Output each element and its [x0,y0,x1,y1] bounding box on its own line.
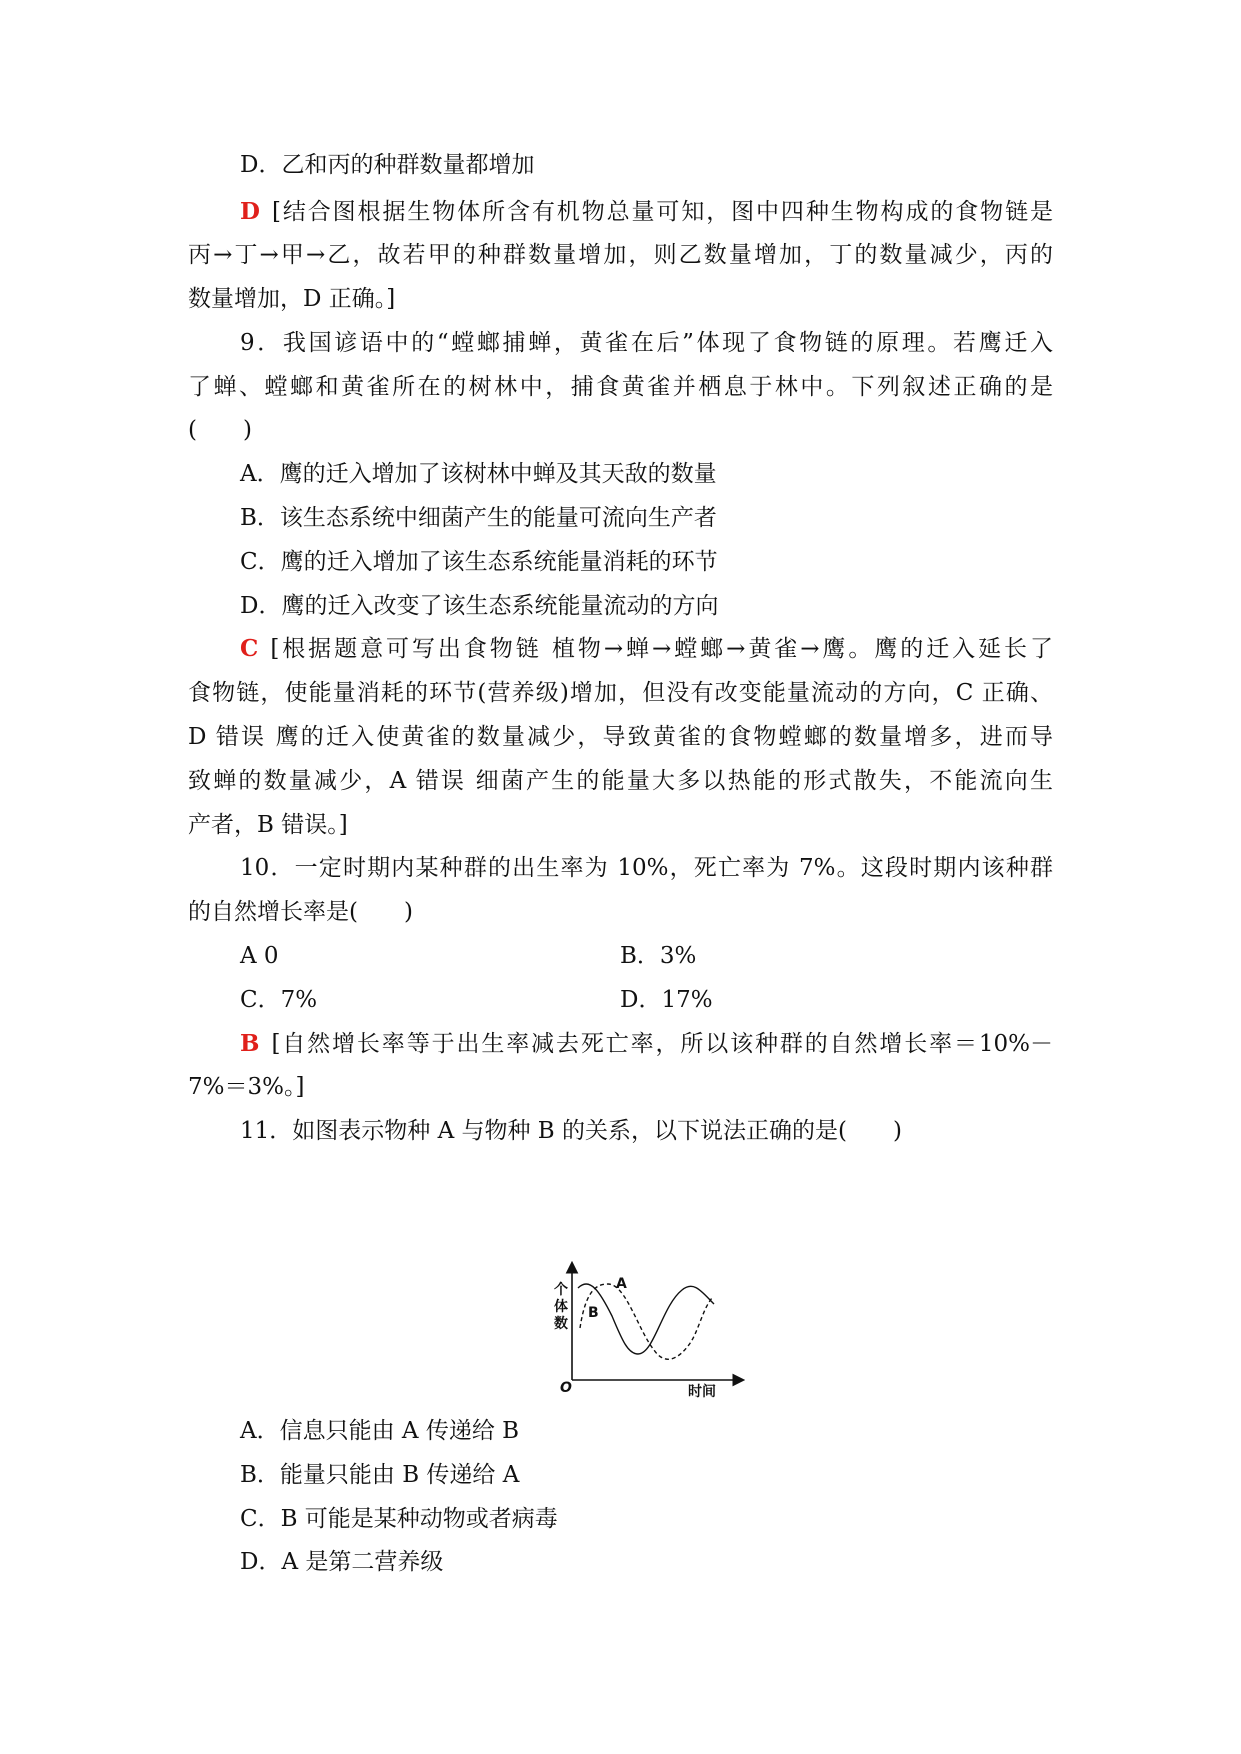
q10-option-b: B．3% [620,943,697,969]
species-relationship-figure [550,1258,750,1398]
q9-option-b: B．该生态系统中细菌产生的能量可流向生产者 [240,505,717,531]
q9-stem-line: 9．我国谚语中的“螳螂捕蝉，黄雀在后”体现了食物链的原理。若鹰迁入 [240,330,1053,356]
q8-option-d: D．乙和丙的种群数量都增加 [240,152,535,178]
q9-option-a: A．鹰的迁入增加了该树林中蝉及其天敌的数量 [240,461,717,487]
q8-answer-line: 数量增加，D 正确。] [188,286,396,312]
y-axis-label-2: 体 [554,1299,568,1315]
q10-answer-line: B [自然增长率等于出生率减去死亡率，所以该种群的自然增长率＝10%－ [240,1030,1053,1057]
q10-option-c: C．7% [240,987,318,1013]
q10-answer-letter: B [240,1030,260,1057]
q10-options-row [240,985,1105,1015]
q9-answer-line: 致蝉的数量减少，A 错误 细菌产生的能量大多以热能的形式散失，不能流向生 [188,768,1053,794]
q10-answer-line: 7%＝3%。] [188,1074,305,1100]
q9-option-d: D．鹰的迁入改变了该生态系统能量流动的方向 [240,593,719,619]
q9-answer-line: 产者，B 错误。] [188,812,348,838]
origin-label: O [560,1380,572,1396]
q9-stem-line: ( ) [188,417,252,443]
q10-options-row [240,941,1105,971]
q10-option-d: D．17% [620,987,713,1013]
q9-stem-line: 了蝉、螳螂和黄雀所在的树林中，捕食黄雀并栖息于林中。下列叙述正确的是 [188,374,1053,400]
q9-option-c: C．鹰的迁入增加了该生态系统能量消耗的环节 [240,549,718,575]
q11-option-d: D．A 是第二营养级 [240,1549,444,1575]
q9-answer-line: C [根据题意可写出食物链 植物→蝉→螳螂→黄雀→鹰。鹰的迁入延长了 [240,635,1053,662]
q8-answer-line: 丙→丁→甲→乙，故若甲的种群数量增加，则乙数量增加，丁的数量减少，丙的 [188,242,1053,268]
x-axis-label: 时间 [688,1384,716,1398]
y-axis-label-1: 个 [554,1282,568,1298]
y-axis-label-3: 数 [554,1316,568,1332]
q9-answer-line: D 错误 鹰的迁入使黄雀的数量减少，导致黄雀的食物螳螂的数量增多，进而导 [188,724,1053,750]
population-curve-diagram [550,1258,750,1398]
curve-a-label: A [616,1276,627,1292]
q9-answer-letter: C [240,635,259,662]
q8-answer-line: D [结合图根据生物体所含有机物总量可知，图中四种生物构成的食物链是 [240,198,1053,225]
q8-answer-letter: D [240,198,260,225]
q11-option-a: A．信息只能由 A 传递给 B [240,1418,520,1444]
q11-option-b: B．能量只能由 B 传递给 A [240,1462,520,1488]
q11-option-c: C．B 可能是某种动物或者病毒 [240,1506,558,1532]
q10-stem-line: 10．一定时期内某种群的出生率为 10%，死亡率为 7%。这段时期内该种群 [240,855,1053,881]
q9-answer-line: 食物链，使能量消耗的环节(营养级)增加，但没有改变能量流动的方向，C 正确、 [188,680,1053,706]
curve-b-label: B [588,1305,599,1321]
q11-stem: 11．如图表示物种 A 与物种 B 的关系，以下说法正确的是( ) [240,1118,902,1144]
q10-option-a: A 0 [240,943,279,969]
q10-stem-line: 的自然增长率是( ) [188,899,413,925]
